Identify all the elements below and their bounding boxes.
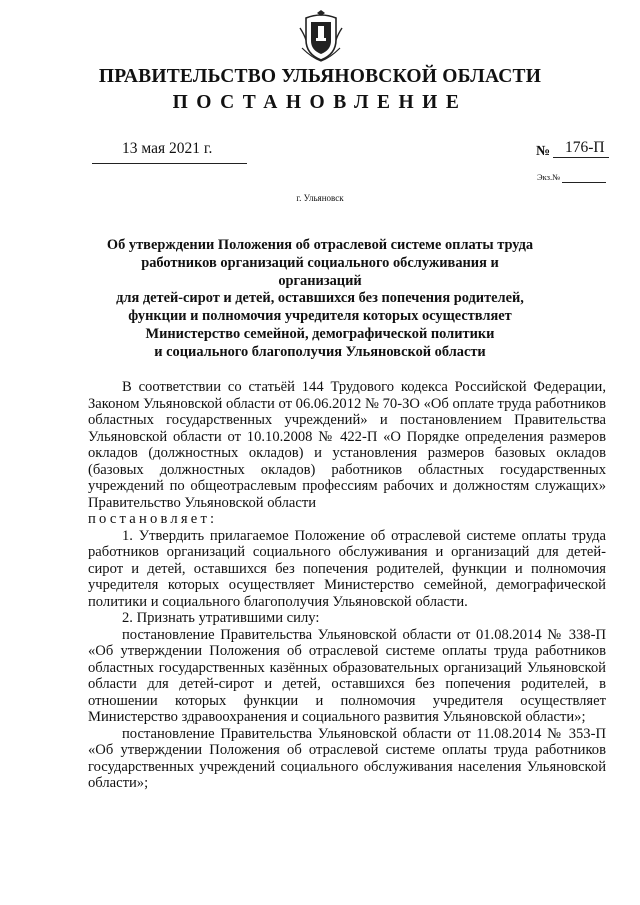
document-body — [88, 379, 606, 792]
preamble-paragraph: В соответствии со статьёй 144 Трудового кодекса Российской Федерации, Законом Ульяновской области от 06.06.2012 № 70-ЗО «Об оплате труда работников областных государственных учреждений» и постановлением Правительства Ульяновской области от 10.10.2008 № 422-П «О Порядке определения размеров окладов (должностных окладов) и установления размеров базовых окладов (базовых должностных окладов) работников областных государственных учреждений по общеотраслевым профессиям рабочих и должностям служащих» Правительство Ульяновской области — [88, 379, 606, 511]
city-name: г. Ульяновск — [296, 193, 344, 203]
item-2b-paragraph: постановление Правительства Ульяновской области от 11.08.2014 № 353-П «Об утверждении Положения об отраслевой системе оплаты труда работников государственных учреждений социального обслуживания населения Ульяновской области»; — [88, 725, 606, 791]
title-line: функции и полномочия учредителя которых осуществляет — [128, 308, 512, 325]
resolves-word: постановляет: — [88, 511, 218, 527]
document-date: 13 мая 2021 г. — [122, 140, 213, 157]
document-title — [100, 237, 540, 362]
title-line: Об утверждении Положения об отраслевой системе оплаты труда — [106, 237, 534, 253]
copy-number-underline — [562, 182, 606, 183]
number-sign: № — [536, 144, 551, 159]
document-number: 176-П — [565, 139, 605, 156]
title-line: для детей-сирот и детей, оставшихся без попечения родителей, — [116, 290, 524, 307]
government-name: ПРАВИТЕЛЬСТВО УЛЬЯНОВСКОЙ ОБЛАСТИ — [98, 66, 542, 87]
item-2-paragraph: 2. Признать утратившими силу: — [122, 610, 320, 626]
title-line: работников организаций социального обслуживания и организаций — [141, 254, 499, 289]
coat-of-arms-emblem — [298, 8, 344, 62]
copy-number-label: Экз.№ — [537, 172, 561, 182]
date-underline — [92, 163, 247, 164]
item-2a-paragraph: постановление Правительства Ульяновской области от 01.08.2014 № 338-П «Об утверждении Положения об отраслевой системе оплаты труда работников областных государственных казённых образовательных организаций Ульяновской области для детей-сирот и детей, оставшихся без попечения родителей, в отношении которых функции и полномочия учредителя осуществляет Министерство здравоохранения и социального развития Ульяновской области»; — [88, 626, 606, 725]
document-type: ПОСТАНОВЛЕНИЕ — [172, 92, 468, 113]
number-underline — [553, 157, 609, 158]
title-line: Министерство семейной, демографической политики — [145, 325, 495, 342]
title-line: и социального благополучия Ульяновской области — [154, 343, 486, 360]
item-1-paragraph: 1. Утвердить прилагаемое Положение об отраслевой системе оплаты труда работников организаций социального обслуживания и организаций для детей-сирот и детей, оставшихся без попечения родителей, функции и полномочия учредителя которых осуществляет Министерство семейной, демографической политики и социального благополучия Ульяновской области. — [88, 527, 606, 610]
